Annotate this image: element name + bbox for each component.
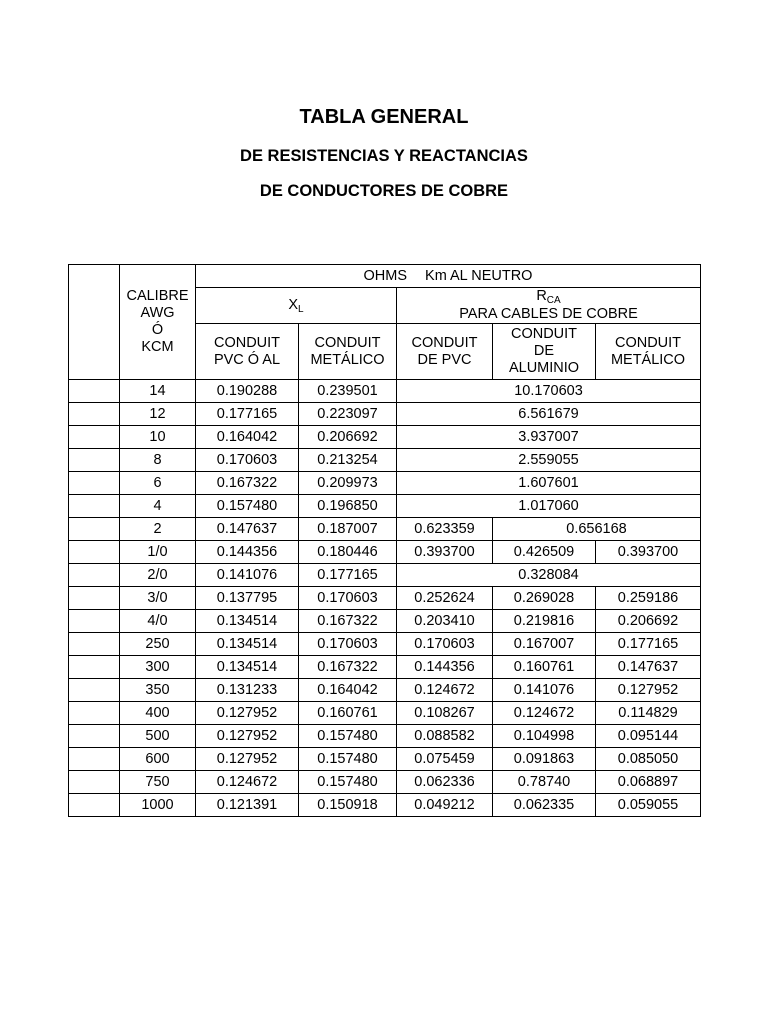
- col-header-line: CONDUIT: [314, 334, 381, 351]
- document-title: TABLA GENERAL: [299, 106, 469, 128]
- col-header-line: DE PVC: [417, 351, 472, 368]
- blank-cell: [69, 610, 120, 633]
- r-merged-cell: 1.607601: [397, 472, 701, 495]
- table-row: [69, 656, 701, 679]
- r-metalico-cell: 0.147637: [596, 656, 701, 679]
- table-row: [69, 679, 701, 702]
- xl-pvc-cell: 0.177165: [196, 403, 299, 426]
- xl-header: [196, 288, 397, 324]
- r-pvc-cell: 0.062336: [397, 771, 493, 794]
- r-merged-cell: 6.561679: [397, 403, 701, 426]
- col-header-line: PVC Ó AL: [213, 351, 281, 368]
- resistance-reactance-table: [68, 264, 701, 817]
- xl-pvc-cell: 0.137795: [196, 587, 299, 610]
- calibre-cell: 250: [120, 633, 196, 656]
- r-merged-cell: 0.328084: [397, 564, 701, 587]
- r-metalico-cell: 0.085050: [596, 748, 701, 771]
- table-row: [69, 380, 701, 403]
- blank-cell: [69, 449, 120, 472]
- r-pvc-cell: 0.088582: [397, 725, 493, 748]
- blank-cell: [69, 495, 120, 518]
- calibre-header: [120, 265, 196, 380]
- col-header-xl-metalico: [299, 324, 397, 380]
- calibre-cell: 4/0: [120, 610, 196, 633]
- col-header-xl-pvc-al: [196, 324, 299, 380]
- r-pvc-cell: 0.049212: [397, 794, 493, 817]
- col-header-r-pvc: [397, 324, 493, 380]
- r-metalico-cell: 0.127952: [596, 679, 701, 702]
- units-header: [196, 265, 701, 288]
- r-aluminio-cell: 0.141076: [493, 679, 596, 702]
- col-header-line: CONDUIT: [510, 326, 578, 342]
- table-row: [69, 725, 701, 748]
- r-aluminio-cell: 0.78740: [493, 771, 596, 794]
- xl-metalico-cell: 0.196850: [299, 495, 397, 518]
- xl-metalico-cell: 0.177165: [299, 564, 397, 587]
- xl-metalico-cell: 0.223097: [299, 403, 397, 426]
- rca-description: PARA CABLES DE COBRE: [459, 306, 638, 322]
- col-header-line: METÁLICO: [610, 351, 686, 368]
- xl-pvc-cell: 0.144356: [196, 541, 299, 564]
- blank-cell: [69, 702, 120, 725]
- xl-metalico-cell: 0.157480: [299, 725, 397, 748]
- xl-pvc-cell: 0.141076: [196, 564, 299, 587]
- xl-metalico-cell: 0.157480: [299, 748, 397, 771]
- xl-pvc-cell: 0.157480: [196, 495, 299, 518]
- calibre-cell: 1000: [120, 794, 196, 817]
- col-header-line: CONDUIT: [614, 334, 682, 351]
- xl-metalico-cell: 0.167322: [299, 656, 397, 679]
- calibre-cell: 3/0: [120, 587, 196, 610]
- r-aluminio-cell: 0.167007: [493, 633, 596, 656]
- r-aluminio-cell: 0.062335: [493, 794, 596, 817]
- r-pvc-cell: 0.170603: [397, 633, 493, 656]
- xl-pvc-cell: 0.190288: [196, 380, 299, 403]
- xl-pvc-cell: 0.134514: [196, 610, 299, 633]
- r-merged-cell: 1.017060: [397, 495, 701, 518]
- r-metalico-cell: 0.114829: [596, 702, 701, 725]
- xl-metalico-cell: 0.150918: [299, 794, 397, 817]
- ohms-label: OHMS: [363, 267, 408, 284]
- blank-cell: [69, 725, 120, 748]
- col-header-line: DE: [533, 343, 555, 359]
- calibre-cell: 12: [120, 403, 196, 426]
- blank-cell: [69, 518, 120, 541]
- r-metalico-cell: 0.095144: [596, 725, 701, 748]
- blank-cell: [69, 380, 120, 403]
- r-pvc-cell: 0.252624: [397, 587, 493, 610]
- xl-pvc-cell: 0.147637: [196, 518, 299, 541]
- calibre-cell: 350: [120, 679, 196, 702]
- col-header-r-aluminio: [493, 324, 596, 380]
- xl-pvc-cell: 0.167322: [196, 472, 299, 495]
- r-metalico-cell: 0.206692: [596, 610, 701, 633]
- calibre-header-line: CALIBRE: [126, 288, 189, 304]
- r-metalico-cell: 0.177165: [596, 633, 701, 656]
- table-row: [69, 403, 701, 426]
- blank-corner-cell: [69, 265, 120, 380]
- r-metalico-cell: 0.393700: [596, 541, 701, 564]
- table-row: [69, 771, 701, 794]
- blank-cell: [69, 426, 120, 449]
- calibre-cell: 400: [120, 702, 196, 725]
- xl-metalico-cell: 0.167322: [299, 610, 397, 633]
- calibre-cell: 8: [120, 449, 196, 472]
- xl-pvc-cell: 0.124672: [196, 771, 299, 794]
- xl-metalico-cell: 0.187007: [299, 518, 397, 541]
- blank-cell: [69, 403, 120, 426]
- xl-pvc-cell: 0.170603: [196, 449, 299, 472]
- table-row: [69, 633, 701, 656]
- blank-cell: [69, 587, 120, 610]
- table-row: [69, 794, 701, 817]
- document-subtitle-2: DE CONDUCTORES DE COBRE: [259, 182, 509, 200]
- calibre-cell: 500: [120, 725, 196, 748]
- xl-pvc-cell: 0.134514: [196, 656, 299, 679]
- blank-cell: [69, 679, 120, 702]
- xl-symbol: X: [288, 296, 299, 313]
- xl-pvc-cell: 0.127952: [196, 748, 299, 771]
- calibre-cell: 14: [120, 380, 196, 403]
- blank-cell: [69, 656, 120, 679]
- col-header-r-metalico: [596, 324, 701, 380]
- calibre-cell: 10: [120, 426, 196, 449]
- col-header-line: METÁLICO: [310, 351, 385, 368]
- xl-pvc-cell: 0.127952: [196, 725, 299, 748]
- table-row: [69, 449, 701, 472]
- rca-symbol: R: [536, 288, 547, 304]
- xl-subscript: L: [298, 303, 304, 315]
- calibre-cell: 2: [120, 518, 196, 541]
- rca-subscript: CA: [546, 295, 561, 306]
- r-pvc-cell: 0.108267: [397, 702, 493, 725]
- km-neutro-label: Km AL NEUTRO: [425, 267, 533, 284]
- r-merged-cell: 3.937007: [397, 426, 701, 449]
- r-pvc-cell: 0.144356: [397, 656, 493, 679]
- calibre-cell: 750: [120, 771, 196, 794]
- r-metalico-cell: 0.068897: [596, 771, 701, 794]
- xl-pvc-cell: 0.127952: [196, 702, 299, 725]
- calibre-cell: 1/0: [120, 541, 196, 564]
- xl-metalico-cell: 0.239501: [299, 380, 397, 403]
- rca-header: [397, 288, 701, 324]
- r-pvc-cell: 0.075459: [397, 748, 493, 771]
- blank-cell: [69, 771, 120, 794]
- r-al-met-merged-cell: 0.656168: [493, 518, 701, 541]
- table-row: [69, 702, 701, 725]
- calibre-header-line: Ó: [151, 322, 164, 338]
- r-aluminio-cell: 0.104998: [493, 725, 596, 748]
- calibre-header-line: KCM: [141, 339, 174, 355]
- xl-metalico-cell: 0.209973: [299, 472, 397, 495]
- xl-metalico-cell: 0.170603: [299, 587, 397, 610]
- calibre-cell: 4: [120, 495, 196, 518]
- r-aluminio-cell: 0.269028: [493, 587, 596, 610]
- xl-metalico-cell: 0.213254: [299, 449, 397, 472]
- blank-cell: [69, 541, 120, 564]
- table-row: [69, 541, 701, 564]
- blank-cell: [69, 633, 120, 656]
- blank-cell: [69, 564, 120, 587]
- calibre-cell: 300: [120, 656, 196, 679]
- r-pvc-cell: 0.124672: [397, 679, 493, 702]
- xl-metalico-cell: 0.180446: [299, 541, 397, 564]
- blank-cell: [69, 794, 120, 817]
- xl-pvc-cell: 0.121391: [196, 794, 299, 817]
- r-aluminio-cell: 0.091863: [493, 748, 596, 771]
- document-subtitle-1: DE RESISTENCIAS Y REACTANCIAS: [240, 147, 528, 165]
- col-header-line: CONDUIT: [411, 334, 478, 351]
- xl-metalico-cell: 0.160761: [299, 702, 397, 725]
- r-metalico-cell: 0.059055: [596, 794, 701, 817]
- r-aluminio-cell: 0.124672: [493, 702, 596, 725]
- col-header-line: CONDUIT: [213, 334, 281, 351]
- table-row: [69, 564, 701, 587]
- r-aluminio-cell: 0.426509: [493, 541, 596, 564]
- table-row: [69, 472, 701, 495]
- r-pvc-cell: 0.623359: [397, 518, 493, 541]
- xl-metalico-cell: 0.157480: [299, 771, 397, 794]
- table-row: [69, 495, 701, 518]
- calibre-header-line: AWG: [140, 305, 175, 321]
- calibre-cell: 600: [120, 748, 196, 771]
- r-aluminio-cell: 0.219816: [493, 610, 596, 633]
- table-row: [69, 748, 701, 771]
- calibre-cell: 6: [120, 472, 196, 495]
- table-row: [69, 587, 701, 610]
- table-row: [69, 518, 701, 541]
- blank-cell: [69, 472, 120, 495]
- col-header-line: ALUMINIO: [508, 360, 580, 376]
- xl-metalico-cell: 0.164042: [299, 679, 397, 702]
- table-row: [69, 610, 701, 633]
- calibre-cell: 2/0: [120, 564, 196, 587]
- xl-pvc-cell: 0.164042: [196, 426, 299, 449]
- r-pvc-cell: 0.203410: [397, 610, 493, 633]
- xl-pvc-cell: 0.134514: [196, 633, 299, 656]
- xl-pvc-cell: 0.131233: [196, 679, 299, 702]
- r-merged-cell: 10.170603: [397, 380, 701, 403]
- table-row: [69, 426, 701, 449]
- r-metalico-cell: 0.259186: [596, 587, 701, 610]
- r-aluminio-cell: 0.160761: [493, 656, 596, 679]
- r-merged-cell: 2.559055: [397, 449, 701, 472]
- blank-cell: [69, 748, 120, 771]
- xl-metalico-cell: 0.170603: [299, 633, 397, 656]
- xl-metalico-cell: 0.206692: [299, 426, 397, 449]
- r-pvc-cell: 0.393700: [397, 541, 493, 564]
